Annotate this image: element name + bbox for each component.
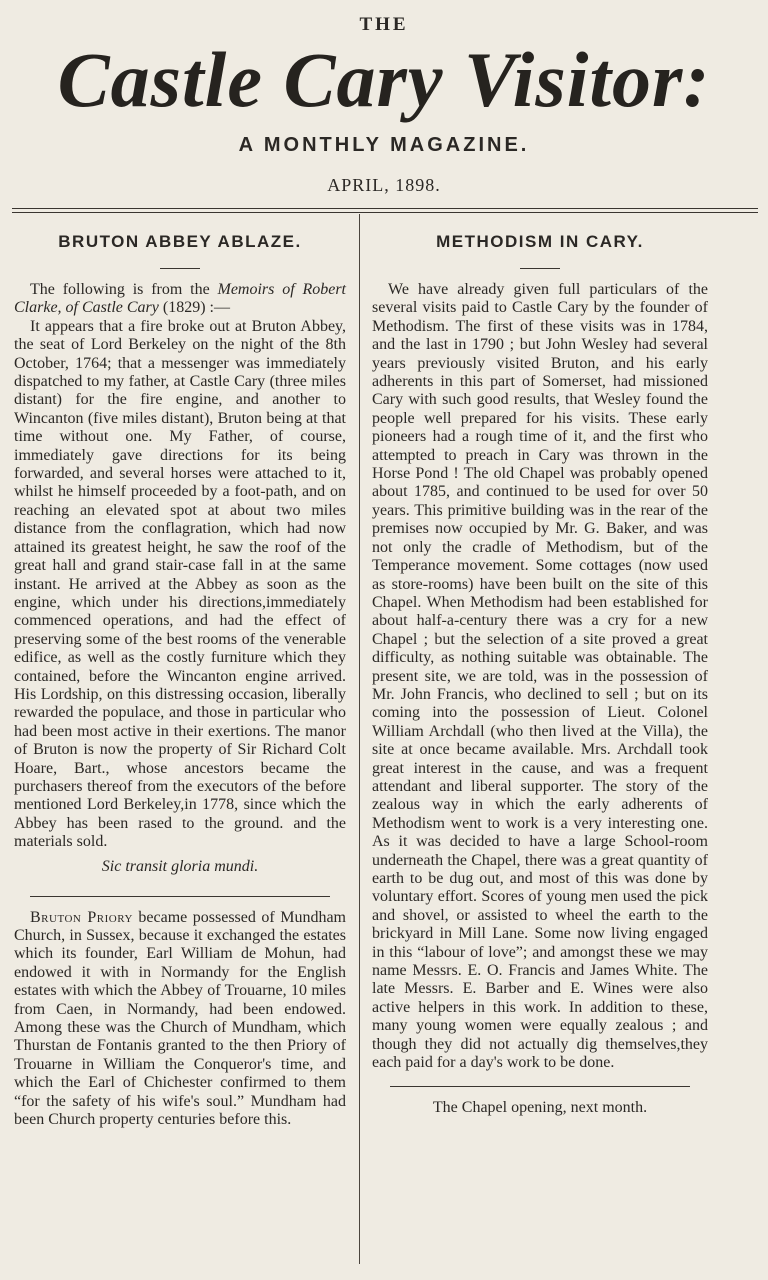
magazine-subtitle: A MONTHLY MAGAZINE. [238,134,530,156]
right-column [372,222,708,1117]
article-heading-bruton-abbey: BRUTON ABBEY ABLAZE. [58,232,302,251]
intro-source-title: Memoirs of Robert Clarke, of Castle Cary [14,281,347,317]
priory-text: became possessed of Mundham Church, in Sussex, because it exchanged the estates which its founder, Earl William de Mohun, had endowed it with in Normandy for the English estates with which the Abbey of Trouarne, 10 miles from Caen, in Normandy, had been endowed. Among these was the Church of Mundham, which Thurstan de Fontanis granted to the then Priory of Trouarne in William the Conqueror's time, and which the Earl of Chichester confirmed to them “for the safety of his wife's soul.” Mundham had been Church property centuries before this. [14,908,346,1129]
intro-text-a: The following is from the [30,281,218,298]
intro-text-b: (1829) :— [158,299,230,317]
masthead-double-rule [12,208,758,213]
heading-rule [160,268,200,269]
issue-date: APRIL, 1898. [327,175,441,195]
column-divider [359,214,360,1264]
article-body-bruton-priory [14,909,346,1130]
priory-lead: Bruton Priory [30,908,133,926]
article-body-methodism: We have already given full particulars of the several visits paid to Castle Cary by the founder of Methodism. The first of these visits was in 1784, and the last in 1790 ; but John Wesley had several years previously visited Bruton, and his early adherents in this part of Somerset, had missioned Cary with such good results, that Wesley found the people well prepared for his visits. These early pioneers had a rough time of it, and the first who attempted to preach in Cary was thrown in the Horse Pond ! The old Chapel was probably opened about 1785, and continued to be used for over 50 years. This primitive building was in the rear of the premises now occupied by Mr. G. Baker, and was not only the cradle of Methodism, but of the Temperance movement. Some cottages (now used as store-rooms) have been built on the site of this Chapel. When Methodism had been established for about half-a-century there was a cry for a new Chapel ; but the selection of a site proved a great difficulty, as nothing suitable was obtainable. The present site, we are told, was in the possession of Mr. John Francis, who declined to sell ; but on its coming into the possession of Lieut. Colonel William Archdall (who then lived at the Villa), the site at once became available. Mrs. Archdall took great interest in the cause, and was a frequent attendant and liberal supporter. The story of the zealous way in which the early adherents of Methodism went to work is a very interesting one. As it was decided to have a large School-room underneath the Chapel, there was a great quantity of earth to be dug out, and most of this was done by voluntary effort. Scores of young men used the pick and shovel, or assisted to wheel the earth to the brickyard in Mill Lane. Some now living engaged in this “labour of love”; and amongst these we may name Messrs. E. O. Francis and James White. The late Messrs. E. Barber and E. Wines were also active helpers in this work. In addition to these, many young women were equally zealous ; and though they did not actually dig themselves,they each paid for a day's work to be done. [372,281,708,1072]
left-column [14,222,346,1129]
heading-rule [520,268,560,269]
closing-rule [390,1086,690,1087]
section-rule [30,896,330,897]
to-be-continued-note: The Chapel opening, next month. [432,1099,648,1117]
latin-signoff: Sic transit gloria mundi. [101,857,259,875]
article-intro [14,281,346,318]
masthead-title: Castle Cary Visitor: [57,36,711,123]
article-body-bruton-abbey: It appears that a fire broke out at Bruton Abbey, the seat of Lord Berkeley on the night of the 8th October, 1764; that a messenger was immediately dispatched to my father, at Castle Cary (three miles distant) for the fire engine, and another to Wincanton (five miles distant), Bruton being at that time without one. My Father, of course, immediately gave directions for its being forwarded, and several horses were attached to it, whilst he himself proceeded by a foot-path, and on reaching an elevated spot at about two miles distance from the conflagration, which had now attained its greatest height, he saw the roof of the great hall and grand stair-case fall in at the same instant. He arrived at the Abbey as soon as the engine, which under his directions,immediately commenced operations, and had the effect of preserving some of the best rooms of the venerable edifice, as well as the costly furniture which they contained, before the Wincanton engine arrived. His Lordship, on this distressing occasion, liberally rewarded the populace, and those in particular who had been most active in their exertions. The manor of Bruton is now the property of Sir Richard Colt Hoare, Bart., whose ancestors became the purchasers thereof from the executors of the before mentioned Lord Berkeley,in 1778, since which the Abbey has been rased to the ground. and the materials sold. [14,317,346,851]
article-heading-methodism: METHODISM IN CARY. [436,232,644,251]
masthead-the: THE [359,14,409,35]
